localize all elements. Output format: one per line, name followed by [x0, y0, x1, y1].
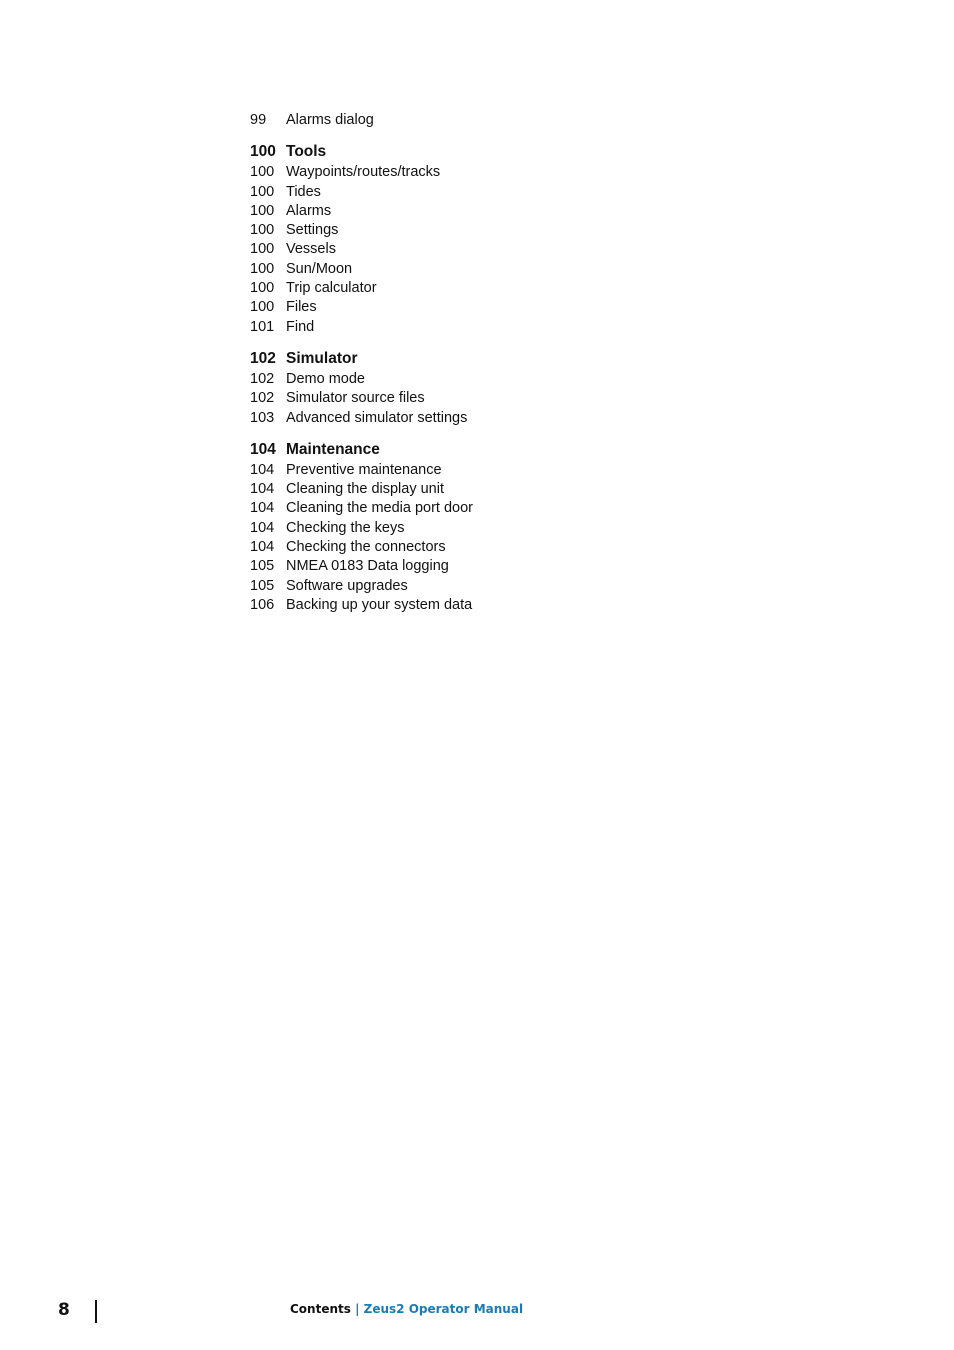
toc-entry-title: Cleaning the display unit [286, 481, 444, 498]
toc-entry[interactable] [250, 202, 670, 221]
toc-entry-title: Simulator source files [286, 390, 425, 407]
footer-title [290, 1302, 523, 1316]
footer-manual-title: Zeus2 Operator Manual [363, 1302, 524, 1316]
toc-entry[interactable] [250, 409, 670, 428]
toc-heading-page: 100 [250, 143, 276, 161]
toc-entry[interactable] [250, 389, 670, 408]
toc-entry-page: 99 [250, 112, 267, 128]
toc-heading-title: Tools [286, 143, 327, 161]
toc-entry[interactable] [250, 183, 670, 202]
toc-entry-page: 105 [250, 558, 275, 575]
toc-entry[interactable] [250, 461, 670, 480]
toc-entry-title: Vessels [286, 241, 336, 258]
toc-entry-title: Find [286, 318, 315, 335]
toc-entry[interactable] [250, 111, 670, 130]
toc-entry-page: 104 [250, 461, 275, 478]
toc-entry[interactable] [250, 370, 670, 389]
toc-entry-title: Advanced simulator settings [286, 409, 468, 426]
toc-heading-title: Simulator [286, 349, 358, 367]
toc-entry-page: 100 [250, 299, 275, 316]
toc-entry-page: 100 [250, 164, 275, 181]
toc-entry-page: 102 [250, 390, 275, 407]
toc-entry-title: Checking the keys [286, 519, 405, 536]
toc-entry[interactable] [250, 519, 670, 538]
toc-entry-title: NMEA 0183 Data logging [286, 558, 449, 575]
toc-entry-page: 102 [250, 370, 275, 387]
page-number: 8 [58, 1300, 70, 1320]
toc-entry-page: 105 [250, 577, 275, 594]
toc-entry-title: Preventive maintenance [286, 461, 442, 478]
toc-section [250, 348, 670, 428]
toc-entry[interactable] [250, 538, 670, 557]
toc-heading-title: Maintenance [286, 440, 380, 458]
toc-entry-title: Files [286, 299, 317, 316]
toc-section [250, 439, 670, 615]
toc-entry[interactable] [250, 279, 670, 298]
toc-entry[interactable] [250, 298, 670, 317]
toc-heading-page: 104 [250, 440, 276, 458]
toc-entry[interactable] [250, 557, 670, 576]
toc-entry-title: Cleaning the media port door [286, 500, 474, 517]
toc-entry-title: Backing up your system data [286, 596, 473, 613]
toc-entry-page: 104 [250, 539, 275, 556]
footer-section-name: Contents [290, 1302, 351, 1316]
toc-entry-page: 100 [250, 260, 275, 277]
toc-entry-title: Sun/Moon [286, 260, 353, 277]
toc-heading[interactable] [250, 141, 670, 163]
toc-entry-page: 104 [250, 481, 275, 498]
page-footer [0, 1296, 954, 1326]
toc-entry-page: 100 [250, 280, 275, 297]
toc-entry-page: 100 [250, 241, 275, 258]
footer-separator: | [350, 1302, 364, 1316]
toc-entry[interactable] [250, 577, 670, 596]
toc-entry[interactable] [250, 499, 670, 518]
toc-entry-page: 104 [250, 519, 275, 536]
toc-entry-page: 100 [250, 183, 275, 200]
toc-heading[interactable] [250, 439, 670, 461]
toc-heading[interactable] [250, 348, 670, 370]
toc-entry-page: 104 [250, 500, 275, 517]
toc-entry[interactable] [250, 240, 670, 259]
table-of-contents [250, 111, 670, 615]
toc-entry-page: 101 [250, 318, 275, 335]
toc-entry-title: Alarms [286, 202, 332, 219]
toc-entry[interactable] [250, 221, 670, 240]
toc-entry[interactable] [250, 596, 670, 615]
toc-entry-title: Alarms dialog [286, 112, 374, 128]
toc-entry-title: Settings [286, 222, 339, 239]
toc-entry-title: Checking the connectors [286, 539, 446, 556]
toc-section [250, 141, 670, 337]
footer-divider [95, 1300, 97, 1323]
toc-entry-page: 100 [250, 222, 275, 239]
toc-entry-title: Demo mode [286, 370, 365, 387]
toc-entry[interactable] [250, 480, 670, 499]
toc-entry-page: 106 [250, 596, 275, 613]
toc-entry-title: Trip calculator [286, 280, 377, 297]
toc-entry-title: Waypoints/routes/tracks [286, 164, 441, 181]
toc-entry[interactable] [250, 318, 670, 337]
toc-entry[interactable] [250, 163, 670, 182]
toc-entry-title: Tides [286, 183, 321, 200]
toc-section [250, 111, 670, 130]
toc-entry-page: 100 [250, 202, 275, 219]
toc-entry[interactable] [250, 260, 670, 279]
toc-entry-title: Software upgrades [286, 577, 408, 594]
toc-entry-page: 103 [250, 409, 275, 426]
toc-heading-page: 102 [250, 349, 276, 367]
